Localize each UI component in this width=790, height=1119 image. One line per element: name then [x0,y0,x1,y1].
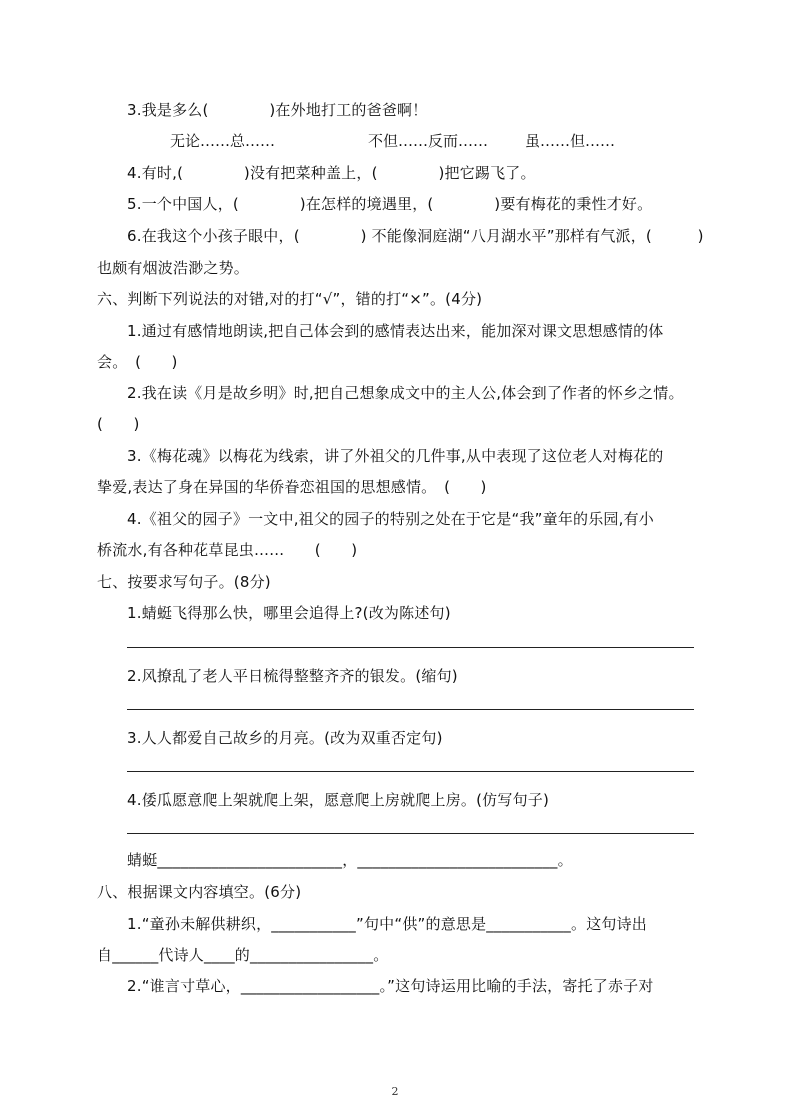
s5-q4: 4.有时,( )没有把菜种盖上，( )把它踢飞了。 [127,164,536,182]
s5-option-2: 不但……反而…… [368,132,489,150]
s7-q1-answer-line[interactable] [127,647,694,648]
s7-q4: 4.倭瓜愿意爬上架就爬上架，愿意爬上房就爬上房。(仿写句子) [127,791,550,809]
s6-q3-line1: 3.《梅花魂》以梅花为线索，讲了外祖父的几件事,从中表现了这位老人对梅花的 [127,447,664,465]
s5-q3: 3.我是多么( )在外地打工的爸爸啊！ [127,101,428,119]
s7-q3: 3.人人都爱自己故乡的月亮。(改为双重否定句) [127,729,443,747]
s6-q2-line1: 2.我在读《月是故乡明》时,把自己想象成文中的主人公,体会到了作者的怀乡之情。 [127,384,684,402]
s7-q2: 2.风撩乱了老人平日梳得整整齐齐的银发。(缩句) [127,667,458,685]
s7-q4-answer-line[interactable] [127,833,694,834]
s6-q4-line1: 4.《祖父的园子》一文中,祖父的园子的特别之处在于它是“我”童年的乐园,有小 [127,510,654,528]
s7-q2-answer-line[interactable] [127,709,694,710]
s7-q1: 1.蜻蜓飞得那么快，哪里会追得上?(改为陈述句) [127,604,451,622]
s5-q6-line2: 也颇有烟波浩渺之势。 [97,259,250,277]
s6-q4-line2: 桥流水,有各种花草昆虫…… ( ) [97,541,358,559]
s6-q1-line1: 1.通过有感情地朗读,把自己体会到的感情表达出来，能加深对课文思想感情的体 [127,322,664,340]
s8-q2-line1[interactable]: 2.“谁言寸草心，__________________。”这句诗运用比喻的手法，寄托了赤子对 [127,977,654,995]
s7-q4-fill[interactable]: 蜻蜓________________________，__________________________。 [127,851,573,869]
s7-q3-answer-line[interactable] [127,771,694,772]
s6-q2-line2: ( ) [97,415,140,433]
s6-q3-line2: 挚爱,表达了身在异国的华侨眷恋祖国的思想感情。 ( ) [97,478,487,496]
s5-q6-line1: 6.在我这个小孩子眼中，( ) 不能像洞庭湖“八月湖水平”那样有气派，( ) [127,227,704,245]
s8-q1-line1[interactable]: 1.“童孙未解供耕织，___________”句中“供”的意思是___________。这句诗出 [127,915,647,933]
section8-heading: 八、根据课文内容填空。(6分) [97,883,302,901]
s5-option-1: 无论……总…… [170,132,276,150]
s8-q1-line2[interactable]: 自______代诗人____的________________。 [97,946,389,964]
s5-q5: 5.一个中国人，( )在怎样的境遇里，( )要有梅花的秉性才好。 [127,195,653,213]
section7-heading: 七、按要求写句子。(8分) [97,573,271,591]
section6-heading: 六、判断下列说法的对错,对的打“√”，错的打“×”。(4分) [97,290,483,308]
s5-option-3: 虽……但…… [525,132,616,150]
s6-q1-line2: 会。 ( ) [97,353,178,371]
page-number: 2 [391,1085,399,1098]
